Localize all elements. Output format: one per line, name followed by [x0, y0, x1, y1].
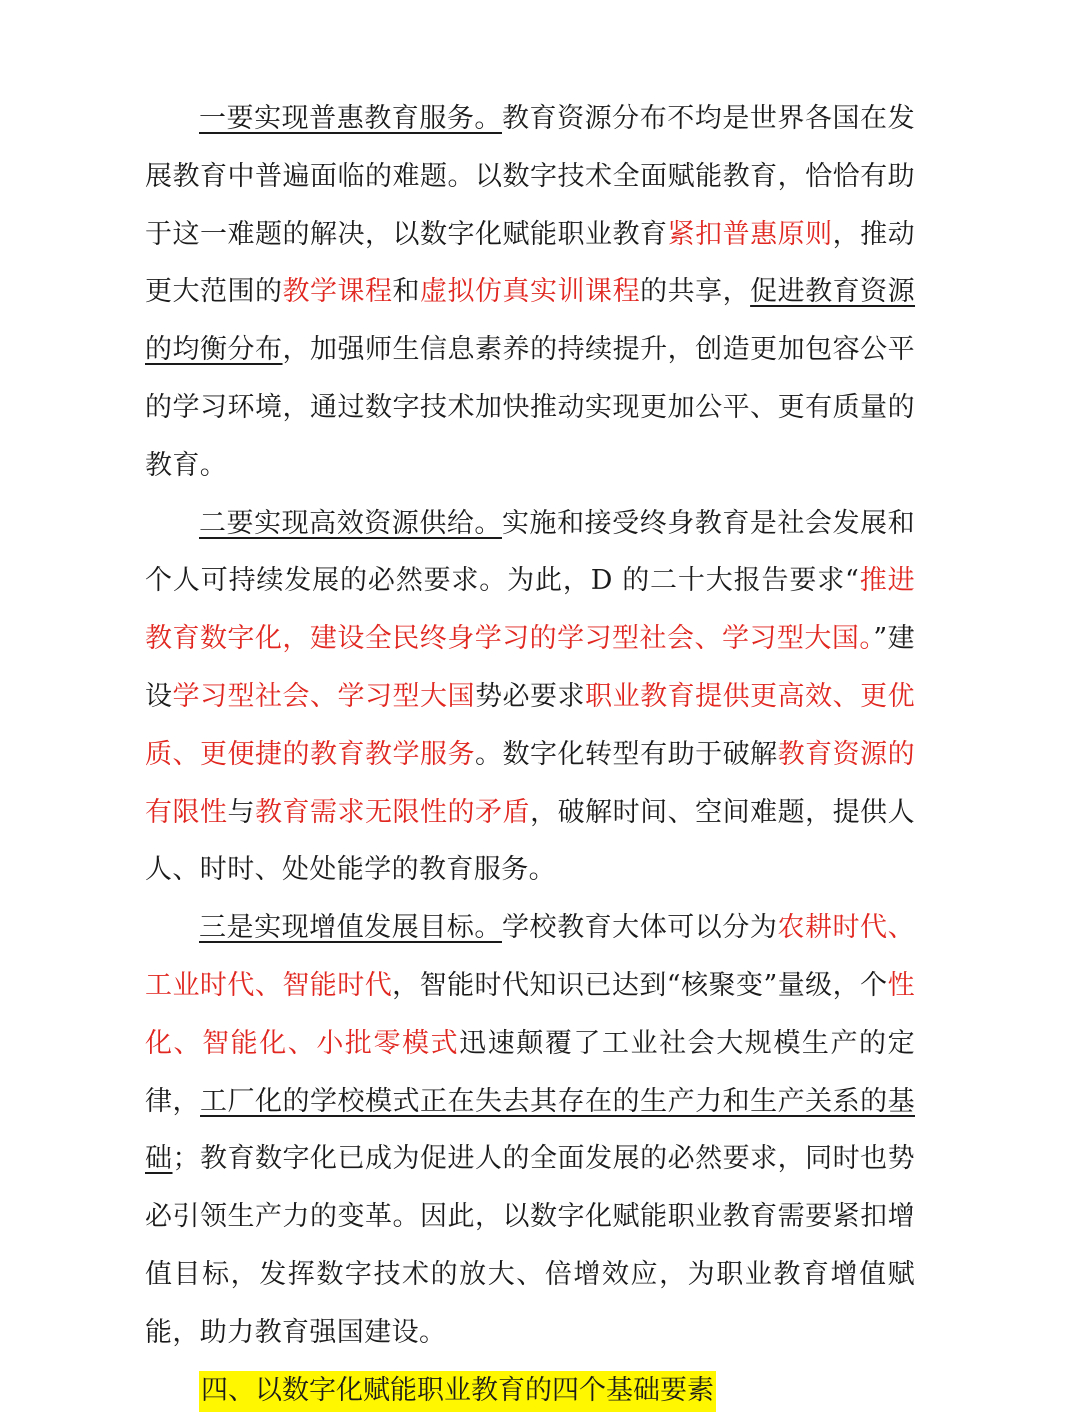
p1-red-emphasis: 虚拟仿真实训课程 — [420, 276, 641, 308]
p3-text: 学校教育大体可以分为 — [501, 912, 778, 944]
p3-underlined-phrase: 工厂化的学校模式正在失去其存在的生产力和生产关系的基础 — [145, 1085, 915, 1175]
p3-red-emphasis: 农耕时代、工业时代、智能时代 — [145, 912, 915, 1001]
paragraph-1 — [145, 90, 915, 495]
section-heading — [145, 1362, 915, 1419]
paragraph-2 — [145, 495, 915, 900]
paragraph-3 — [145, 899, 915, 1361]
p3-text: ；教育数字化已成为促进人的全面发展的必然要求，同时也势必引领生产力的变革。因此，以数字化赋能职业教育需要紧扣增值目标，发挥数字技术的放大、倍增效应，为职业教育增值赋能，助力教育强国建设。 — [145, 1143, 915, 1348]
p2-text: ”建设 — [145, 623, 915, 712]
p3-red-emphasis: 性化、智能化、小批零模式 — [145, 969, 915, 1059]
p2-text: 。数字化转型有助于破解 — [475, 738, 778, 770]
p1-text: ，加强师生信息素养的持续提升，创造更加包容公平的学习环境，通过数字技术加快推动实现更加公平、更有质量的教育。 — [145, 334, 916, 481]
p1-text: 的共享， — [640, 276, 751, 308]
p2-text: 势必要求 — [475, 680, 586, 712]
p2-text: 实施和接受终身教育是社会发展和个人可持续发展的必然要求。为此，D 的二十大报告要求“ — [145, 507, 915, 597]
p3-text: 迅速颠覆了工业社会大规模生产的定律， — [145, 1027, 915, 1117]
p2-lead-heading: 二要实现高效资源供给。 — [199, 507, 502, 539]
p1-lead-heading: 一要实现普惠教育服务。 — [199, 103, 502, 134]
p2-red-emphasis: 职业教育提供更高效、更优质、更便捷的教育教学服务 — [145, 680, 915, 770]
p1-text: 教育资源分布不均是世界各国在发展教育中普遍面临的难题。以数字技术全面赋能教育，恰恰有助于这一难题的解决，以数字化赋能职业教育 — [145, 103, 915, 250]
p2-red-emphasis: 推进教育数字化，建设全民终身学习的学习型社会、学习型大国。 — [145, 565, 915, 655]
p3-text: ，智能时代知识已达到“核聚变”量级，个 — [392, 969, 888, 1001]
p1-underlined-phrase: 促进教育资源的均衡分布 — [145, 276, 916, 366]
p1-red-emphasis: 教学课程 — [282, 276, 393, 308]
p1-red-emphasis: 紧扣普惠原则 — [667, 218, 833, 250]
p1-text: 和 — [392, 276, 421, 308]
p1-text: ，推动更大范围的 — [145, 218, 915, 308]
p2-red-emphasis: 学习型社会、学习型大国 — [172, 680, 476, 712]
p2-text: 与 — [227, 796, 256, 828]
p2-red-emphasis: 教育资源的有限性 — [145, 738, 916, 828]
highlighted-section-title: 四、以数字化赋能职业教育的四个基础要素 — [199, 1371, 716, 1412]
p2-red-emphasis: 教育需求无限性的矛盾 — [255, 796, 531, 828]
document-page — [145, 90, 915, 1419]
p3-lead-heading: 三是实现增值发展目标。 — [199, 912, 502, 944]
p2-text: ，破解时间、空间难题，提供人人、时时、处处能学的教育服务。 — [145, 796, 916, 886]
